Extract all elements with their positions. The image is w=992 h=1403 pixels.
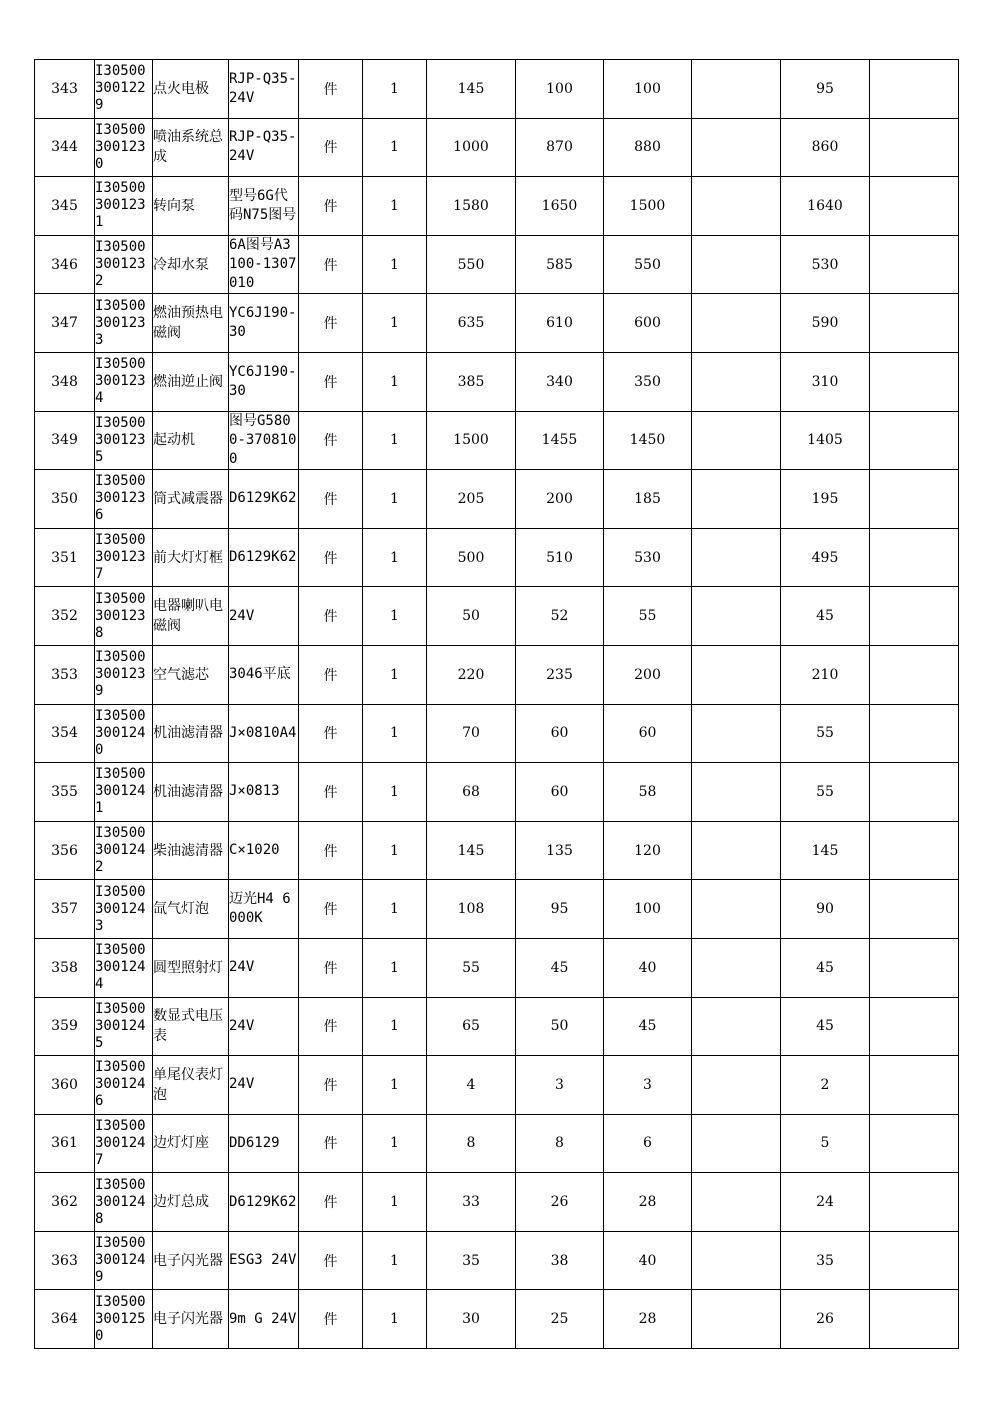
item-unit: 件	[299, 1231, 363, 1290]
price-3: 55	[604, 587, 692, 646]
price-3: 28	[604, 1290, 692, 1349]
item-quantity: 1	[363, 294, 427, 353]
row-number: 358	[35, 938, 95, 997]
price-1: 1500	[427, 411, 516, 470]
price-2: 200	[516, 470, 604, 529]
item-code: I30500300123 0	[95, 118, 153, 177]
price-3: 45	[604, 997, 692, 1056]
item-unit: 件	[299, 880, 363, 939]
price-4	[692, 1290, 781, 1349]
table-row	[35, 645, 959, 704]
table-row	[35, 1114, 959, 1173]
table-row	[35, 763, 959, 822]
row-number: 352	[35, 587, 95, 646]
price-4	[692, 763, 781, 822]
item-quantity: 1	[363, 938, 427, 997]
item-spec: D6129K62	[229, 528, 299, 587]
price-6	[870, 60, 959, 119]
price-6	[870, 118, 959, 177]
price-5: 5	[781, 1114, 870, 1173]
item-spec: 3046平底	[229, 645, 299, 704]
item-spec: D6129K62	[229, 470, 299, 529]
table-row	[35, 821, 959, 880]
row-number: 348	[35, 352, 95, 411]
price-1: 65	[427, 997, 516, 1056]
item-name: 电器喇叭电磁阀	[153, 587, 229, 646]
price-4	[692, 1114, 781, 1173]
item-code: I30500300123 8	[95, 587, 153, 646]
price-4	[692, 880, 781, 939]
item-spec: D6129K62	[229, 1173, 299, 1232]
price-2: 3	[516, 1056, 604, 1115]
table-row	[35, 60, 959, 119]
item-code: I30500300124 2	[95, 821, 153, 880]
price-2: 1455	[516, 411, 604, 470]
price-6	[870, 880, 959, 939]
price-2: 8	[516, 1114, 604, 1173]
row-number: 356	[35, 821, 95, 880]
item-unit: 件	[299, 938, 363, 997]
row-number: 354	[35, 704, 95, 763]
price-6	[870, 704, 959, 763]
item-quantity: 1	[363, 60, 427, 119]
price-5: 590	[781, 294, 870, 353]
price-4	[692, 352, 781, 411]
price-6	[870, 763, 959, 822]
item-name: 机油滤清器	[153, 704, 229, 763]
price-2: 1650	[516, 177, 604, 236]
price-5: 2	[781, 1056, 870, 1115]
price-1: 30	[427, 1290, 516, 1349]
price-5: 55	[781, 763, 870, 822]
item-spec: 24V	[229, 587, 299, 646]
price-6	[870, 938, 959, 997]
price-6	[870, 1290, 959, 1349]
price-3: 550	[604, 235, 692, 294]
price-3: 1450	[604, 411, 692, 470]
item-code: I30500300124 6	[95, 1056, 153, 1115]
row-number: 362	[35, 1173, 95, 1232]
item-quantity: 1	[363, 821, 427, 880]
row-number: 350	[35, 470, 95, 529]
item-name: 燃油逆止阀	[153, 352, 229, 411]
price-1: 4	[427, 1056, 516, 1115]
price-1: 220	[427, 645, 516, 704]
item-name: 电子闪光器	[153, 1231, 229, 1290]
item-code: I30500300123 3	[95, 294, 153, 353]
item-name: 燃油预热电磁阀	[153, 294, 229, 353]
price-6	[870, 470, 959, 529]
item-code: I30500300125 0	[95, 1290, 153, 1349]
price-5: 495	[781, 528, 870, 587]
row-number: 349	[35, 411, 95, 470]
table-row	[35, 1173, 959, 1232]
row-number: 363	[35, 1231, 95, 1290]
item-unit: 件	[299, 411, 363, 470]
item-code: I30500300124 7	[95, 1114, 153, 1173]
item-name: 筒式减震器	[153, 470, 229, 529]
price-4	[692, 1056, 781, 1115]
item-quantity: 1	[363, 645, 427, 704]
item-code: I30500300124 5	[95, 997, 153, 1056]
item-quantity: 1	[363, 1231, 427, 1290]
item-quantity: 1	[363, 704, 427, 763]
price-5: 530	[781, 235, 870, 294]
price-6	[870, 352, 959, 411]
item-code: I30500300123 1	[95, 177, 153, 236]
price-1: 205	[427, 470, 516, 529]
price-6	[870, 294, 959, 353]
item-unit: 件	[299, 645, 363, 704]
item-spec: J×0810A4	[229, 704, 299, 763]
table-row	[35, 177, 959, 236]
price-3: 200	[604, 645, 692, 704]
price-6	[870, 1231, 959, 1290]
table-row	[35, 938, 959, 997]
item-name: 转向泵	[153, 177, 229, 236]
item-name: 边灯总成	[153, 1173, 229, 1232]
price-5: 1640	[781, 177, 870, 236]
price-1: 500	[427, 528, 516, 587]
price-1: 550	[427, 235, 516, 294]
price-1: 145	[427, 821, 516, 880]
price-2: 52	[516, 587, 604, 646]
price-1: 385	[427, 352, 516, 411]
price-4	[692, 1231, 781, 1290]
row-number: 360	[35, 1056, 95, 1115]
item-name: 机油滤清器	[153, 763, 229, 822]
price-1: 1000	[427, 118, 516, 177]
price-4	[692, 587, 781, 646]
price-2: 45	[516, 938, 604, 997]
price-5: 860	[781, 118, 870, 177]
item-spec: C×1020	[229, 821, 299, 880]
price-6	[870, 997, 959, 1056]
item-spec: RJP-Q35-24V	[229, 60, 299, 119]
item-unit: 件	[299, 1114, 363, 1173]
price-3: 100	[604, 60, 692, 119]
item-quantity: 1	[363, 880, 427, 939]
price-6	[870, 177, 959, 236]
price-2: 510	[516, 528, 604, 587]
price-6	[870, 821, 959, 880]
item-spec: RJP-Q35-24V	[229, 118, 299, 177]
price-5: 195	[781, 470, 870, 529]
item-spec: 24V	[229, 938, 299, 997]
item-spec: YC6J190-30	[229, 294, 299, 353]
item-code: I30500300123 5	[95, 411, 153, 470]
item-quantity: 1	[363, 235, 427, 294]
item-name: 氙气灯泡	[153, 880, 229, 939]
item-name: 边灯灯座	[153, 1114, 229, 1173]
item-quantity: 1	[363, 1290, 427, 1349]
item-unit: 件	[299, 1290, 363, 1349]
row-number: 355	[35, 763, 95, 822]
item-unit: 件	[299, 587, 363, 646]
item-unit: 件	[299, 821, 363, 880]
price-3: 100	[604, 880, 692, 939]
price-3: 530	[604, 528, 692, 587]
item-code: I30500300124 4	[95, 938, 153, 997]
item-code: I30500300123 7	[95, 528, 153, 587]
price-3: 880	[604, 118, 692, 177]
table-row	[35, 1290, 959, 1349]
table-row	[35, 411, 959, 470]
price-6	[870, 1173, 959, 1232]
table-row	[35, 1056, 959, 1115]
item-unit: 件	[299, 294, 363, 353]
price-5: 310	[781, 352, 870, 411]
price-6	[870, 235, 959, 294]
item-quantity: 1	[363, 177, 427, 236]
price-2: 38	[516, 1231, 604, 1290]
item-name: 电子闪光器	[153, 1290, 229, 1349]
price-6	[870, 1056, 959, 1115]
price-6	[870, 411, 959, 470]
price-2: 60	[516, 763, 604, 822]
item-spec: J×0813	[229, 763, 299, 822]
price-1: 1580	[427, 177, 516, 236]
table-row	[35, 470, 959, 529]
item-spec: 24V	[229, 1056, 299, 1115]
price-1: 108	[427, 880, 516, 939]
item-name: 点火电极	[153, 60, 229, 119]
price-3: 58	[604, 763, 692, 822]
price-2: 610	[516, 294, 604, 353]
price-1: 55	[427, 938, 516, 997]
price-1: 145	[427, 60, 516, 119]
item-unit: 件	[299, 1056, 363, 1115]
item-spec: YC6J190-30	[229, 352, 299, 411]
item-code: I30500300122 9	[95, 60, 153, 119]
price-4	[692, 997, 781, 1056]
price-3: 40	[604, 1231, 692, 1290]
price-2: 235	[516, 645, 604, 704]
price-3: 3	[604, 1056, 692, 1115]
item-quantity: 1	[363, 352, 427, 411]
row-number: 357	[35, 880, 95, 939]
price-3: 28	[604, 1173, 692, 1232]
price-3: 40	[604, 938, 692, 997]
table-row	[35, 235, 959, 294]
price-6	[870, 645, 959, 704]
price-1: 68	[427, 763, 516, 822]
item-spec: 6A图号A3100-1307010	[229, 235, 299, 294]
item-quantity: 1	[363, 763, 427, 822]
price-table	[34, 59, 959, 1349]
price-6	[870, 528, 959, 587]
item-spec: 9m G 24V	[229, 1290, 299, 1349]
item-quantity: 1	[363, 411, 427, 470]
price-2: 26	[516, 1173, 604, 1232]
row-number: 345	[35, 177, 95, 236]
price-2: 135	[516, 821, 604, 880]
row-number: 351	[35, 528, 95, 587]
item-spec: 迈光H4 6000K	[229, 880, 299, 939]
price-1: 8	[427, 1114, 516, 1173]
item-code: I30500300124 9	[95, 1231, 153, 1290]
item-code: I30500300123 2	[95, 235, 153, 294]
row-number: 361	[35, 1114, 95, 1173]
price-3: 600	[604, 294, 692, 353]
price-4	[692, 118, 781, 177]
price-1: 50	[427, 587, 516, 646]
item-name: 空气滤芯	[153, 645, 229, 704]
price-4	[692, 60, 781, 119]
price-4	[692, 704, 781, 763]
item-quantity: 1	[363, 1173, 427, 1232]
table-row	[35, 294, 959, 353]
table-row	[35, 528, 959, 587]
table-row	[35, 880, 959, 939]
price-1: 33	[427, 1173, 516, 1232]
price-3: 1500	[604, 177, 692, 236]
price-6	[870, 587, 959, 646]
item-quantity: 1	[363, 1114, 427, 1173]
table-row	[35, 1231, 959, 1290]
price-1: 35	[427, 1231, 516, 1290]
row-number: 346	[35, 235, 95, 294]
row-number: 347	[35, 294, 95, 353]
price-5: 55	[781, 704, 870, 763]
row-number: 343	[35, 60, 95, 119]
price-1: 635	[427, 294, 516, 353]
price-2: 870	[516, 118, 604, 177]
price-4	[692, 938, 781, 997]
table-row	[35, 352, 959, 411]
item-unit: 件	[299, 704, 363, 763]
price-5: 24	[781, 1173, 870, 1232]
row-number: 353	[35, 645, 95, 704]
item-unit: 件	[299, 528, 363, 587]
price-5: 1405	[781, 411, 870, 470]
price-5: 45	[781, 587, 870, 646]
item-name: 圆型照射灯	[153, 938, 229, 997]
price-5: 90	[781, 880, 870, 939]
item-unit: 件	[299, 177, 363, 236]
item-code: I30500300124 3	[95, 880, 153, 939]
item-quantity: 1	[363, 118, 427, 177]
price-5: 45	[781, 997, 870, 1056]
item-name: 起动机	[153, 411, 229, 470]
price-4	[692, 235, 781, 294]
item-name: 前大灯灯框	[153, 528, 229, 587]
price-3: 6	[604, 1114, 692, 1173]
item-name: 单尾仪表灯泡	[153, 1056, 229, 1115]
price-5: 45	[781, 938, 870, 997]
price-5: 210	[781, 645, 870, 704]
item-name: 柴油滤清器	[153, 821, 229, 880]
table-row	[35, 587, 959, 646]
price-2: 585	[516, 235, 604, 294]
item-unit: 件	[299, 118, 363, 177]
item-code: I30500300124 1	[95, 763, 153, 822]
item-quantity: 1	[363, 1056, 427, 1115]
price-4	[692, 821, 781, 880]
table-row	[35, 997, 959, 1056]
item-name: 数显式电压表	[153, 997, 229, 1056]
item-code: I30500300123 6	[95, 470, 153, 529]
item-unit: 件	[299, 1173, 363, 1232]
item-spec: DD6129	[229, 1114, 299, 1173]
item-code: I30500300124 8	[95, 1173, 153, 1232]
price-5: 145	[781, 821, 870, 880]
row-number: 344	[35, 118, 95, 177]
price-2: 50	[516, 997, 604, 1056]
price-3: 60	[604, 704, 692, 763]
price-4	[692, 411, 781, 470]
item-quantity: 1	[363, 470, 427, 529]
item-quantity: 1	[363, 997, 427, 1056]
price-4	[692, 528, 781, 587]
price-3: 120	[604, 821, 692, 880]
price-2: 100	[516, 60, 604, 119]
price-6	[870, 1114, 959, 1173]
price-4	[692, 645, 781, 704]
item-spec: ESG3 24V	[229, 1231, 299, 1290]
price-1: 70	[427, 704, 516, 763]
item-unit: 件	[299, 997, 363, 1056]
price-2: 25	[516, 1290, 604, 1349]
price-5: 95	[781, 60, 870, 119]
price-4	[692, 177, 781, 236]
item-code: I30500300123 4	[95, 352, 153, 411]
item-code: I30500300123 9	[95, 645, 153, 704]
price-3: 350	[604, 352, 692, 411]
item-spec: 24V	[229, 997, 299, 1056]
price-4	[692, 1173, 781, 1232]
item-spec: 图号G5800-3708100	[229, 411, 299, 470]
item-unit: 件	[299, 763, 363, 822]
price-4	[692, 294, 781, 353]
price-4	[692, 470, 781, 529]
price-2: 340	[516, 352, 604, 411]
item-name: 喷油系统总成	[153, 118, 229, 177]
table-row	[35, 118, 959, 177]
price-3: 185	[604, 470, 692, 529]
item-unit: 件	[299, 352, 363, 411]
price-5: 26	[781, 1290, 870, 1349]
item-unit: 件	[299, 235, 363, 294]
item-name: 冷却水泵	[153, 235, 229, 294]
row-number: 364	[35, 1290, 95, 1349]
price-5: 35	[781, 1231, 870, 1290]
price-2: 95	[516, 880, 604, 939]
row-number: 359	[35, 997, 95, 1056]
item-quantity: 1	[363, 587, 427, 646]
item-quantity: 1	[363, 528, 427, 587]
item-unit: 件	[299, 60, 363, 119]
price-2: 60	[516, 704, 604, 763]
item-code: I30500300124 0	[95, 704, 153, 763]
item-unit: 件	[299, 470, 363, 529]
table-row	[35, 704, 959, 763]
item-spec: 型号6G代码N75图号	[229, 177, 299, 236]
